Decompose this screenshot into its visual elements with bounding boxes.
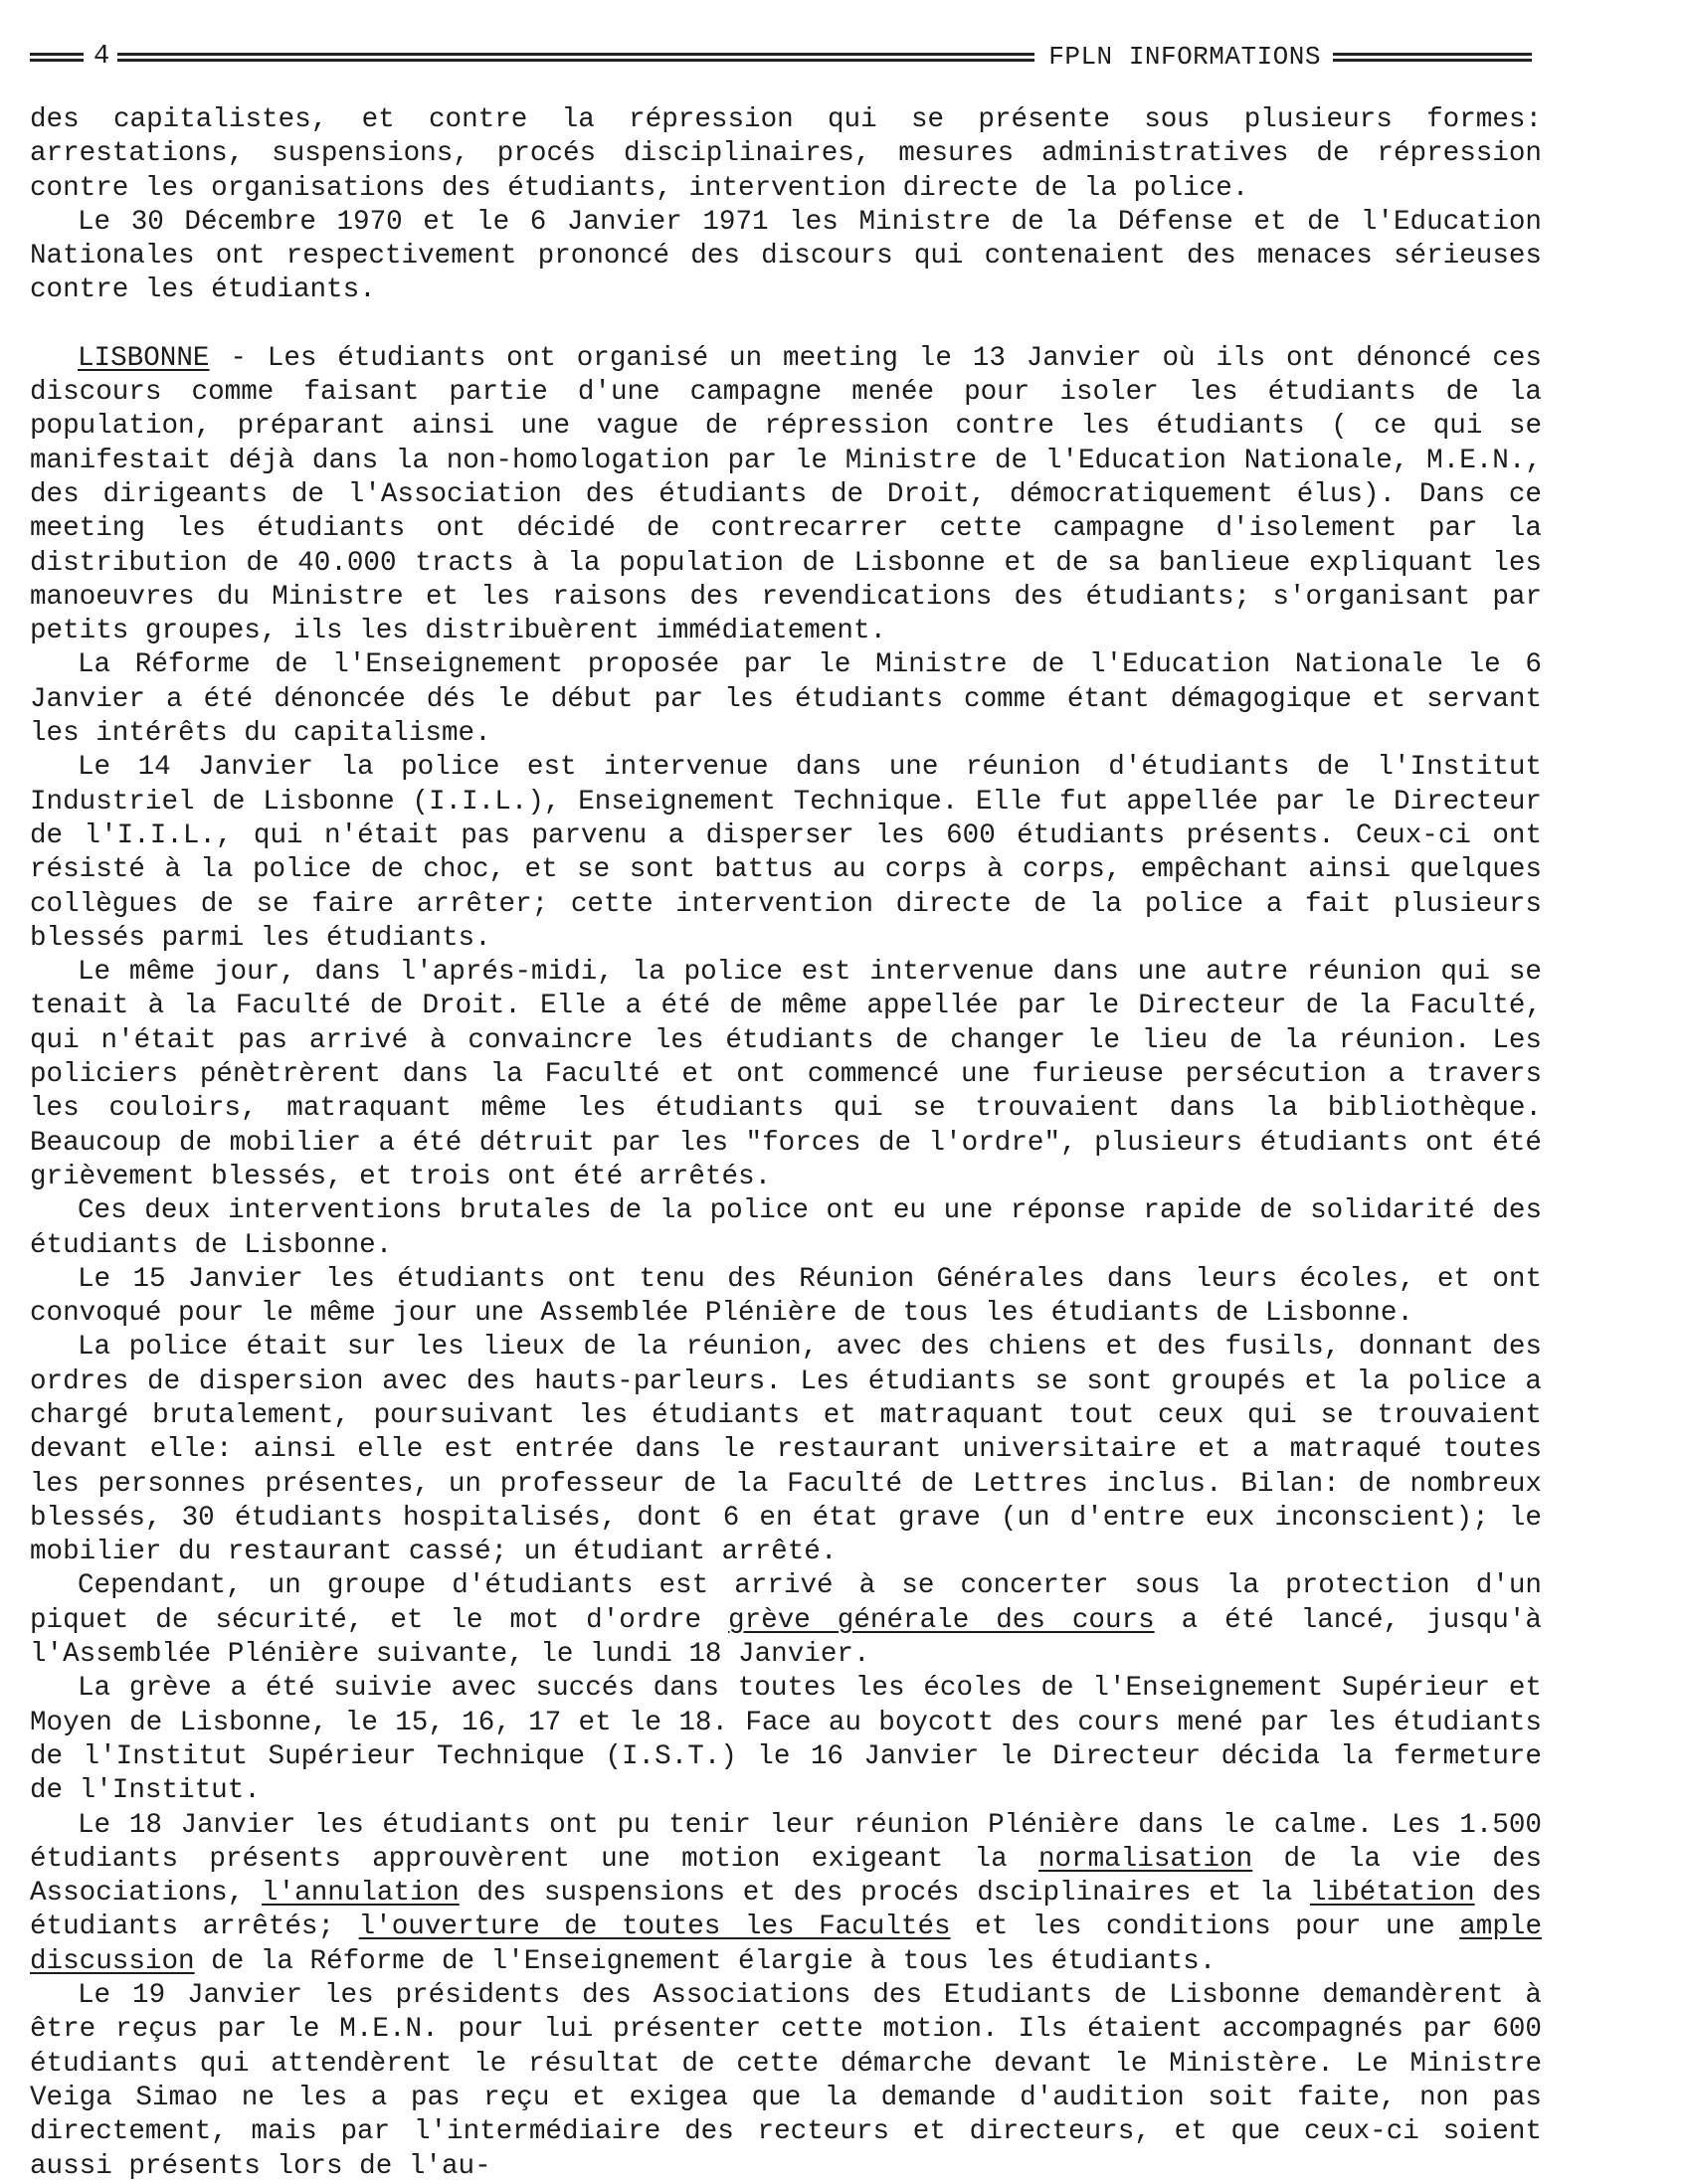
paragraph-text: - Les étudiants ont organisé un meeting le 13 Janvier où ils ont dénoncé ces discours comme faisant partie d'une campagne menée pour isoler les étudiants de la population, préparant ainsi une vague de répression contre les étudiants ( ce qui se manifestait déjà dans la non-homologation par le Ministre de l'Education Nationale, M.E.N., des dirigeants de l'Association des étudiants de Droit, démocratiquement élus). Dans ce meeting les étudiants ont décidé de contrecarrer cette campagne d'isolement par la distribution de 40.000 tracts à la population de Lisbonne et de sa banlieue expliquant les manoeuvres du Ministre et les raisons des revendications des étudiants; s'organisant par petits groupes, ils les distribuèrent immédiatement. <box>30 342 1542 647</box>
paragraph-text: de la vie des Associations, <box>30 1843 1543 1910</box>
underlined-phrase: grève générale des cours <box>728 1604 1155 1636</box>
underlined-phrase: l'annulation <box>262 1878 460 1910</box>
publication-title: FPLN INFORMATIONS <box>1048 42 1321 72</box>
paragraph <box>30 1569 1542 1672</box>
paragraph: Le 19 Janvier les présidents des Associations des Etudiants de Lisbonne demandèrent à être reçus par le M.E.N. pour lui présenter cette motion. Ils étaient accompagnés par 600 étudiants qui attendèrent le résultat de cette démarche devant le Ministère. Le Ministre Veiga Simao ne les a pas reçu et exigea que la demande d'audition soit faite, non pas directement, mais par l'intermédiaire des recteurs et directeurs, et que ceux-ci soient aussi présents lors de l'au- <box>30 1980 1542 2182</box>
paragraph: Le 14 Janvier la police est intervenue dans une réunion d'étudiants de l'Institut Industriel de Lisbonne (I.I.L.), Enseignement Technique. Elle fut appellée par le Directeur de l'I.I.L., qui n'était pas parvenu a disperser les 600 étudiants présents. Ceux-ci ont résisté à la police de choc, et se sont battus au corps à corps, empêchant ainsi quelques collègues de se faire arrêter; cette intervention directe de la police a fait plusieurs blessés parmi les étudiants. <box>30 752 1542 954</box>
paragraph-text: des suspensions et des procés dsciplinaires et la <box>459 1878 1310 1910</box>
paragraph: Le 30 Décembre 1970 et le 6 Janvier 1971 les Ministre de la Défense et de l'Education Nationales ont respectivement prononcé des discours qui contenaient des menaces sérieuses contre les étudiants. <box>30 206 1542 306</box>
header-rule-left <box>30 53 84 62</box>
paragraph: des capitalistes, et contre la répression qui se présente sous plusieurs formes: arrestations, suspensions, procés disciplinaires, mesures administratives de répression contre les organisations des étudiants, intervention directe de la police. <box>30 104 1542 204</box>
paragraph <box>30 342 1542 649</box>
paragraph: Ces deux interventions brutales de la police ont eu une réponse rapide de solidarité des étudiants de Lisbonne. <box>30 1195 1542 1261</box>
paragraph <box>30 1809 1542 1979</box>
page-header <box>30 40 1532 74</box>
paragraph-text: de la Réforme de l'Enseignement élargie à tous les étudiants. <box>194 1945 1217 1977</box>
page-number: 4 <box>94 42 110 72</box>
paragraph-text: Le 18 Janvier les étudiants ont pu tenir leur réunion Plénière dans le calme. Les 1.500 étudiants présents approuvèrent une motion exigeant la <box>30 1809 1542 1875</box>
paragraph: La Réforme de l'Enseignement proposée par le Ministre de l'Education Nationale le 6 Janvier a été dénoncée dés le début par les étudiants comme étant démagogique et servant les intérêts du capitalisme. <box>30 649 1542 750</box>
header-rule-right <box>1333 53 1532 62</box>
underlined-phrase: normalisation <box>1037 1843 1253 1875</box>
paragraph-text: Cependant, un groupe d'étudiants est arrivé à se concerter sous la protection d'un piquet de sécurité, et le mot d'ordre <box>30 1570 1542 1636</box>
paragraph-text: des étudiants arrêtés; <box>30 1878 1542 1943</box>
underlined-phrase: l'ouverture de toutes les Facultés <box>358 1911 951 1943</box>
place-heading: LISBONNE <box>78 342 210 374</box>
underlined-phrase: ample discussion <box>30 1911 1542 1977</box>
paragraph: Le même jour, dans l'aprés-midi, la police est intervenue dans une autre réunion qui se tenait à la Faculté de Droit. Elle a été de même appellée par le Directeur de la Faculté, qui n'était pas arrivé à convaincre les étudiants de changer le lieu de la réunion. Les policiers pénètrèrent dans la Faculté et ont commencé une furieuse persécution a travers les couloirs, matraquant même les étudiants qui se trouvaient dans la bibliothèque. Beaucoup de mobilier a été détruit par les "forces de l'ordre", plusieurs étudiants ont été grièvement blessés, et trois ont été arrêtés. <box>30 957 1542 1192</box>
paragraph: La police était sur les lieux de la réunion, avec des chiens et des fusils, donnant des ordres de dispersion avec des hauts-parleurs. Les étudiants se sont groupés et la police a chargé brutalement, poursuivant les étudiants et matraquant tout ceux qui se trouvaient devant elle: ainsi elle est entrée dans le restaurant universitaire et a matraqué toutes les personnes présentes, un professeur de la Faculté de Lettres inclus. Bilan: de nombreux blessés, 30 étudiants hospitalisés, dont 6 en état grave (un d'entre eux inconscient); le mobilier du restaurant cassé; un étudiant arrêté. <box>30 1332 1542 1568</box>
header-rule-middle <box>117 53 1034 62</box>
paragraph: La grève a été suivie avec succés dans toutes les écoles de l'Enseignement Supérieur et Moyen de Lisbonne, le 15, 16, 17 et le 18. Face au boycott des cours mené par les étudiants de l'Institut Supérieur Technique (I.S.T.) le 16 Janvier le Directeur décida la fermeture de l'Institut. <box>30 1673 1542 1807</box>
paragraph: Le 15 Janvier les étudiants ont tenu des Réunion Générales dans leurs écoles, et ont convoqué pour le même jour une Assemblée Plénière de tous les étudiants de Lisbonne. <box>30 1263 1542 1330</box>
article-body <box>30 103 1542 2184</box>
paragraph-text: et les conditions pour une <box>950 1911 1460 1943</box>
paragraph-text: a été lancé, jusqu'à l'Assemblée Plénière suivante, le lundi 18 Janvier. <box>30 1604 1542 1671</box>
underlined-phrase: libétation <box>1309 1878 1475 1910</box>
